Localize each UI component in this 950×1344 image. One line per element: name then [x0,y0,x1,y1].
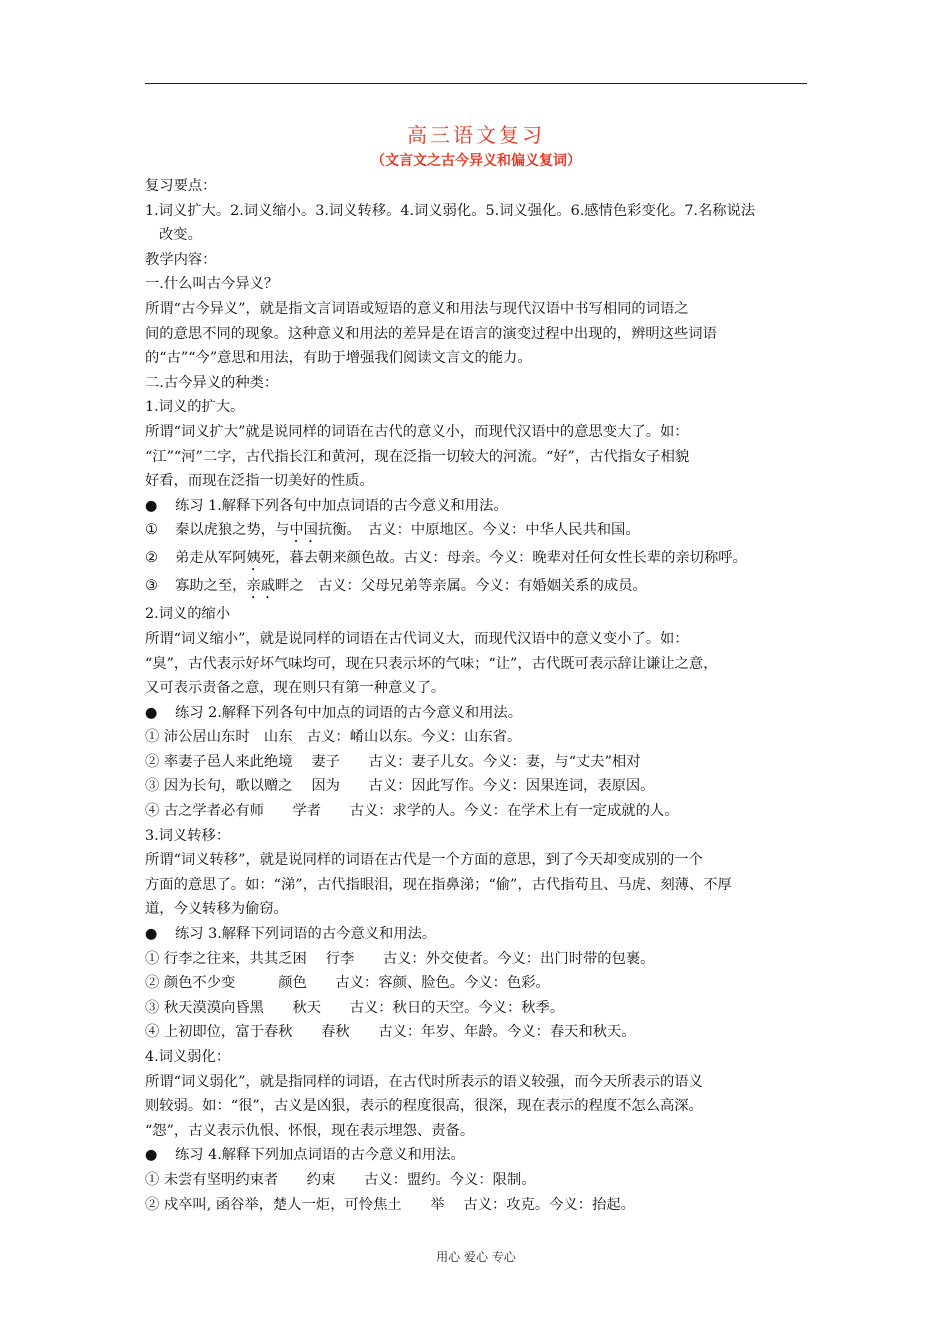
exercise-item: ① 沛公居山东时 山东 古义：崤山以东。今义：山东省。 [145,729,522,746]
exercise-item: ② 戍卒叫, 函谷举，楚人一炬，可怜焦土 举 古义：攻克。今义：抬起。 [145,1196,635,1213]
text-line: “臭”，古代表示好坏气味均可，现在只表示坏的气味；“让”，古代既可表示辞让谦让之意， [145,655,718,672]
bullet-icon: ● [145,926,158,943]
emphasized-word: 亲戚 [246,578,276,595]
document-title: 高三语文复习 [407,123,545,147]
subsection-heading: 2.词义的缩小 [145,606,231,623]
text-line: 的“古”“今”意思和用法，有助于增强我们阅读文言文的能力。 [145,350,532,367]
exercise-item: ② 颜色不少变 颜色 古义：容颜、脸色。今义：色彩。 [145,975,550,992]
text-line: 方面的意思了。如：“涕”，古代指眼泪，现在指鼻涕；“偷”，古代指苟且、马虎、刻薄、不厚 [145,876,732,893]
text-line: “江”“河”二字，古代指长江和黄河，现在泛指一切较大的河流。“好”，古代指女子相貌 [145,448,690,465]
circled-number: ③ [145,578,158,595]
bullet-icon: ● [145,704,158,721]
page-footer: 用心 爱心 专心 [436,1250,516,1264]
section-heading: 一.什么叫古今异义？ [145,276,279,293]
circled-number: ① [145,522,158,539]
exercise-heading: ● 练习 1.解释下列各句中加点词语的古今意义和用法。 [145,494,825,519]
exercise-item: ② 率妻子邑人来此绝境 妻子 古义：妻子儿女。今义：妻，与“丈夫”相对 [145,753,641,770]
text-line: 又可表示责备之意，现在则只有第一种意义了。 [145,680,446,697]
document-subtitle: （文言文之古今异义和偏义复词） [371,153,581,169]
text-line: 所谓“词义扩大”就是说同样的词语在古代的意义小，而现代汉语中的意思变大了。如： [145,423,689,440]
exercise-heading: ● 练习 4.解释下列加点词语的古今意义和用法。 [145,1143,825,1168]
bullet-icon: ● [145,1147,158,1164]
exercise-item: ③ 秋天漠漠向昏黑 秋天 古义：秋日的天空。今义：秋季。 [145,999,565,1016]
text-line: 改变。 [159,227,202,244]
exercise-item: ③ 寡助之至，亲戚畔之 古义：父母兄弟等亲属。今义：有婚姻关系的成员。 [145,574,825,602]
exercise-item: ① 未尝有坚明约束者 约束 古义：盟约。今义：限制。 [145,1171,536,1188]
text-line: 好看，而现在泛指一切美好的性质。 [145,473,374,490]
text-line: 所谓“词义弱化”，就是指同样的词语，在古代时所表示的语义较强，而今天所表示的语义 [145,1073,703,1090]
bullet-icon: ● [145,497,158,514]
emphasized-word: 姨 [246,550,261,567]
text-line: 所谓“古今异义”，就是指文言词语或短语的意义和用法与现代汉语中书写相同的词语之 [145,300,689,317]
exercise-item: ④ 上初即位，富于春秋 春秋 古义：年岁、年龄。今义：春天和秋天。 [145,1024,636,1041]
header-rule [145,83,807,84]
text-line: 则较弱。如：“很”，古义是凶狠，表示的程度很高，很深，现在表示的程度不怎么高深。 [145,1098,703,1115]
exercise-item: ② 弟走从军阿姨死，暮去朝来颜色故。古义：母亲。今义：晚辈对任何女性长辈的亲切称呼。 [145,546,825,574]
subsection-heading: 4.词义弱化： [145,1049,231,1065]
text-line: 所谓“词义转移”，就是说同样的词语在古代是一个方面的意思，到了今天却变成别的一个 [145,852,703,869]
text-line: 1.词义扩大。2.词义缩小。3.词义转移。4.词义弱化。5.词义强化。6.感情色彩变化。7.名称说法 [145,202,756,219]
exercise-item: ① 行李之往来，共其乏困 行李 古义：外交使者。今义：出门时带的包裹。 [145,950,655,967]
text-line: 间的意思不同的现象。这种意义和用法的差异是在语言的演变过程中出现的，辨明这些词语 [145,325,717,342]
exercise-heading: ● 练习 3.解释下列词语的古今意义和用法。 [145,922,825,947]
circled-number: ② [145,550,158,567]
text-line: 道，今义转移为偷窃。 [145,901,288,918]
text-line: 所谓“词义缩小”，就是说同样的词语在古代词义大，而现代汉语中的意义变小了。如： [145,630,689,647]
exercise-heading: ● 练习 2.解释下列各句中加点的词语的古今意义和用法。 [145,701,825,726]
subsection-heading: 1.词义的扩大。 [145,399,245,416]
exercise-item: ④ 古之学者必有师 学者 古义：求学的人。今义：在学术上有一定成就的人。 [145,803,679,820]
emphasized-word: 中国 [289,522,318,539]
exercise-item: ① 秦以虎狼之势，与中国抗衡。 古义：中原地区。今义：中华人民共和国。 [145,518,825,546]
text-line: 教学内容： [145,251,217,268]
exercise-item: ③ 因为长句，歌以赠之 因为 古义：因此写作。今义：因果连词，表原因。 [145,778,655,795]
text-line: “怨”，古义表示仇恨、怀恨，现在表示埋怨、责备。 [145,1122,475,1139]
document-body [145,174,825,1217]
text-line: 复习要点： [145,178,217,194]
subsection-heading: 3.词义转移： [145,827,231,844]
section-heading: 二.古今异义的种类： [145,374,279,391]
